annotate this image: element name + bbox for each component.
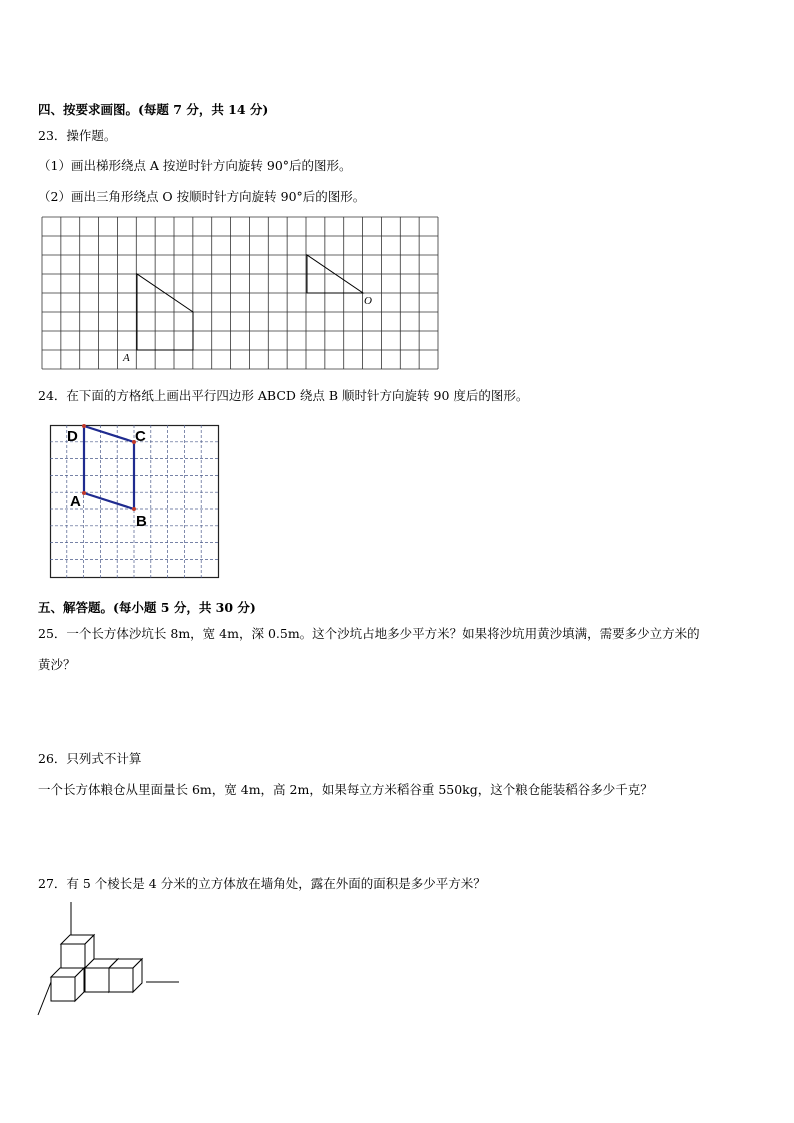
label-c: C (135, 428, 146, 445)
parallelogram-abcd (84, 426, 134, 509)
q26-text: 一个长方体粮仓从里面量长 6m，宽 4m，高 2m，如果每立方米稻谷重 550kg，这个粮仓能装稻谷多少千克？ (38, 782, 653, 797)
section-five-heading: 五、解答题。(每小题 5 分，共 30 分) (38, 600, 256, 615)
vertex-d (82, 424, 86, 428)
q27-text: 27．有 5 个棱长是 4 分米的立方体放在墙角处，露在外面的面积是多少平方米？ (38, 876, 486, 891)
q23-part2: （2）画出三角形绕点 O 按顺时针方向旋转 90°后的图形。 (38, 189, 366, 204)
q27-cubes-figure (36, 900, 184, 1018)
q26-title: 26．只列式不计算 (38, 751, 142, 766)
cube-right (109, 959, 142, 992)
cube-top (61, 935, 94, 968)
vertex-a (82, 491, 86, 495)
q24-grid (50, 425, 219, 578)
section-four-heading: 四、按要求画图。(每题 7 分，共 14 分) (38, 102, 269, 117)
q25-line1: 25．一个长方体沙坑长 8m，宽 4m，深 0.5m。这个沙坑占地多少平方米？如果将沙坑用黄沙填满，需要多少立方米的 (38, 626, 700, 641)
label-d: D (67, 428, 78, 445)
cube-front (51, 968, 84, 1001)
point-o-label: O (364, 295, 372, 307)
q23-part1: （1）画出梯形绕点 A 按逆时针方向旋转 90°后的图形。 (38, 158, 352, 173)
q23-title: 23．操作题。 (38, 128, 117, 143)
label-a: A (70, 493, 81, 510)
q23-grid (42, 217, 439, 369)
point-a-label: A (123, 352, 130, 364)
wall-edge-diagonal (38, 982, 51, 1015)
label-b: B (136, 513, 147, 530)
q25-line2: 黄沙？ (38, 657, 76, 672)
q24-text: 24．在下面的方格纸上画出平行四边形 ABCD 绕点 B 顺时针方向旋转 90 度后的图形。 (38, 388, 529, 403)
vertex-b (132, 507, 136, 511)
